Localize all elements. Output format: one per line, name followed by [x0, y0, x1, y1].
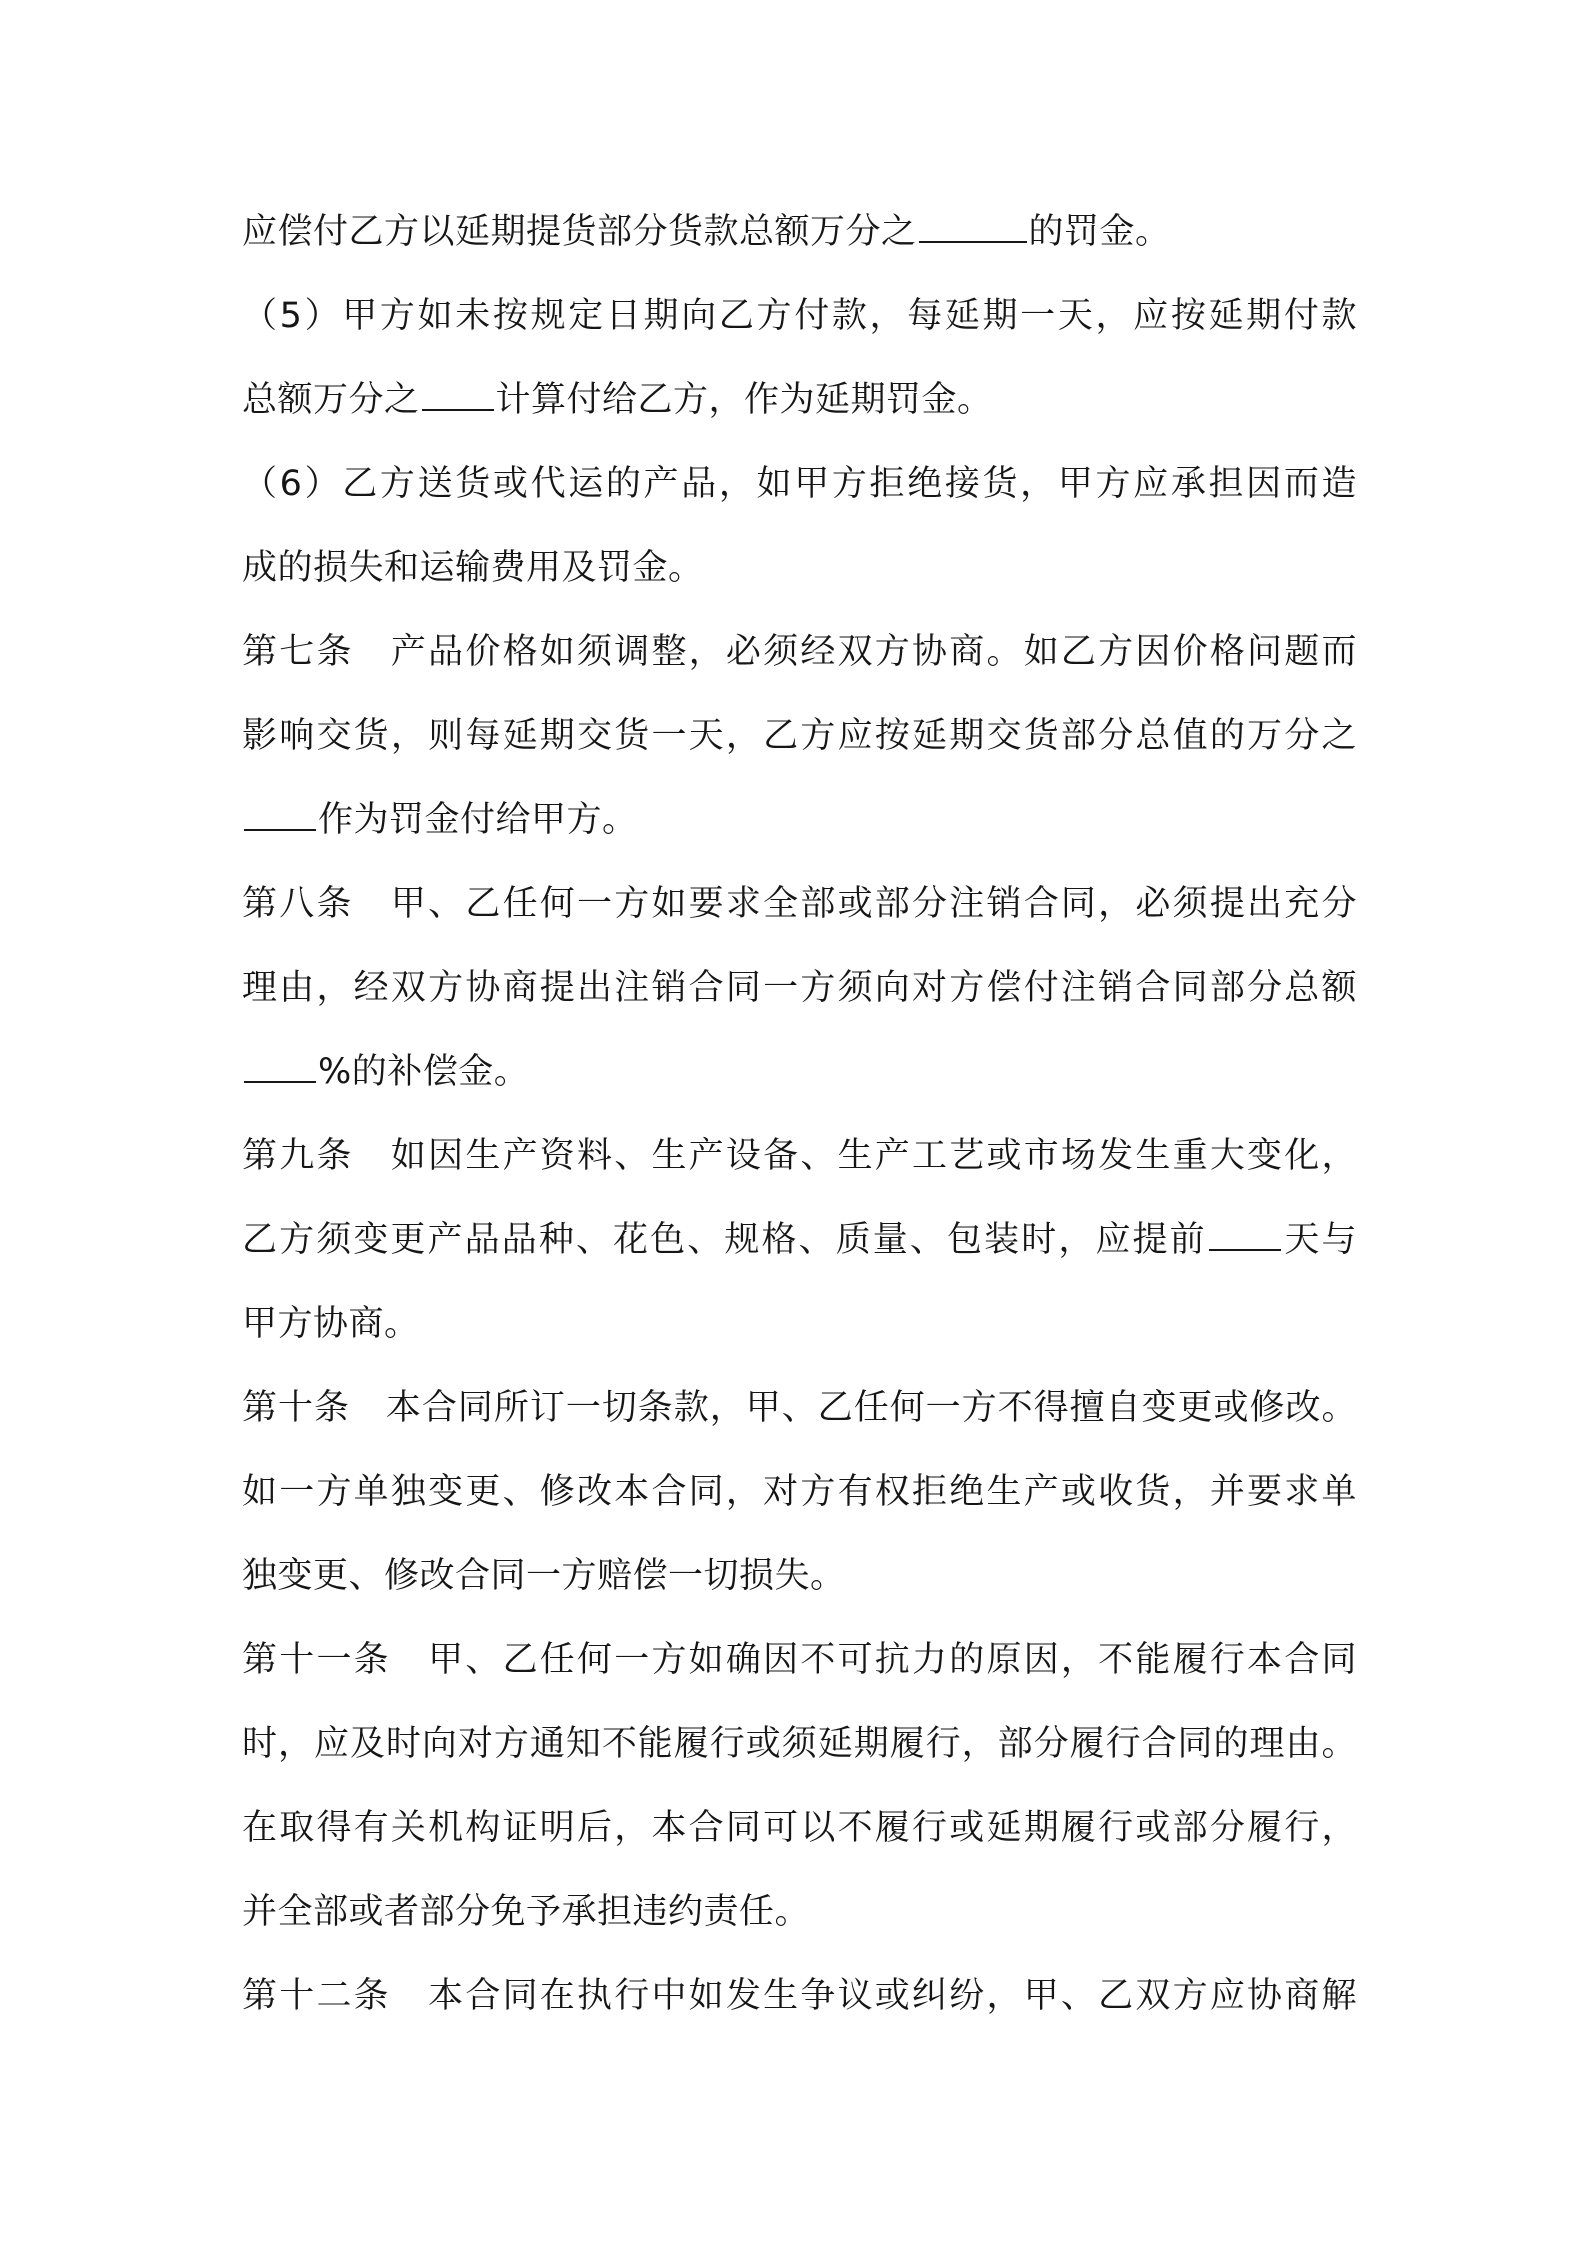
fill-in-blank: [1209, 1215, 1281, 1251]
text-line: [242, 1282, 1357, 1366]
text-segment: 甲方协商。: [242, 1304, 420, 1344]
text-line: [242, 1198, 1357, 1282]
fill-in-blank: [919, 207, 1027, 243]
text-line: [242, 274, 1357, 358]
text-line: [242, 1450, 1357, 1534]
text-segment: %的补偿金。: [318, 1052, 530, 1092]
text-segment: 总额万分之: [242, 380, 420, 420]
text-segment: 作为罚金付给甲方。: [318, 800, 638, 840]
text-segment: 时，应及时向对方通知不能履行或须延期履行，部分履行合同的理由。: [242, 1724, 1357, 1764]
text-line: [242, 1786, 1357, 1870]
text-segment: 天与: [1282, 1220, 1357, 1260]
fill-in-blank: [244, 795, 316, 831]
text-line: [242, 442, 1357, 526]
text-line: [242, 1618, 1357, 1702]
text-segment: 的罚金。: [1028, 212, 1171, 252]
text-line: [242, 1366, 1357, 1450]
text-segment: 如一方单独变更、修改本合同，对方有权拒绝生产或收货，并要求单: [242, 1472, 1357, 1512]
text-segment: 第十一条 甲、乙任何一方如确因不可抗力的原因，不能履行本合同: [242, 1640, 1357, 1680]
text-segment: 应偿付乙方以延期提货部分货款总额万分之: [242, 212, 917, 252]
fill-in-blank: [244, 1047, 316, 1083]
text-segment: 并全部或者部分免予承担违约责任。: [242, 1892, 811, 1932]
text-line: [242, 1114, 1357, 1198]
text-segment: 计算付给乙方，作为延期罚金。: [495, 380, 993, 420]
document-body: [242, 190, 1357, 2038]
text-segment: （5）甲方如未按规定日期向乙方付款，每延期一天，应按延期付款: [242, 296, 1357, 336]
text-line: [242, 1870, 1357, 1954]
text-segment: 成的损失和运输费用及罚金。: [242, 548, 704, 588]
text-line: [242, 1954, 1357, 2038]
text-line: [242, 610, 1357, 694]
text-segment: 第十二条 本合同在执行中如发生争议或纠纷，甲、乙双方应协商解: [242, 1976, 1357, 2016]
fill-in-blank: [422, 375, 494, 411]
text-line: [242, 1534, 1357, 1618]
text-line: [242, 862, 1357, 946]
text-segment: 在取得有关机构证明后，本合同可以不履行或延期履行或部分履行，: [242, 1808, 1357, 1848]
text-segment: 第七条 产品价格如须调整，必须经双方协商。如乙方因价格问题而: [242, 632, 1357, 672]
text-segment: 第十条 本合同所订一切条款，甲、乙任何一方不得擅自变更或修改。: [242, 1388, 1357, 1428]
text-line: [242, 1030, 1357, 1114]
text-segment: 第九条 如因生产资料、生产设备、生产工艺或市场发生重大变化，: [242, 1136, 1357, 1176]
text-segment: 第八条 甲、乙任何一方如要求全部或部分注销合同，必须提出充分: [242, 884, 1357, 924]
text-line: [242, 694, 1357, 778]
text-line: [242, 778, 1357, 862]
text-line: [242, 190, 1357, 274]
text-line: [242, 946, 1357, 1030]
text-line: [242, 526, 1357, 610]
text-line: [242, 1702, 1357, 1786]
text-segment: 理由，经双方协商提出注销合同一方须向对方偿付注销合同部分总额: [242, 968, 1357, 1008]
text-segment: 影响交货，则每延期交货一天，乙方应按延期交货部分总值的万分之: [242, 716, 1357, 756]
text-line: [242, 358, 1357, 442]
text-segment: （6）乙方送货或代运的产品，如甲方拒绝接货，甲方应承担因而造: [242, 464, 1357, 504]
text-segment: 乙方须变更产品品种、花色、规格、质量、包装时，应提前: [242, 1220, 1207, 1260]
text-segment: 独变更、修改合同一方赔偿一切损失。: [242, 1556, 846, 1596]
